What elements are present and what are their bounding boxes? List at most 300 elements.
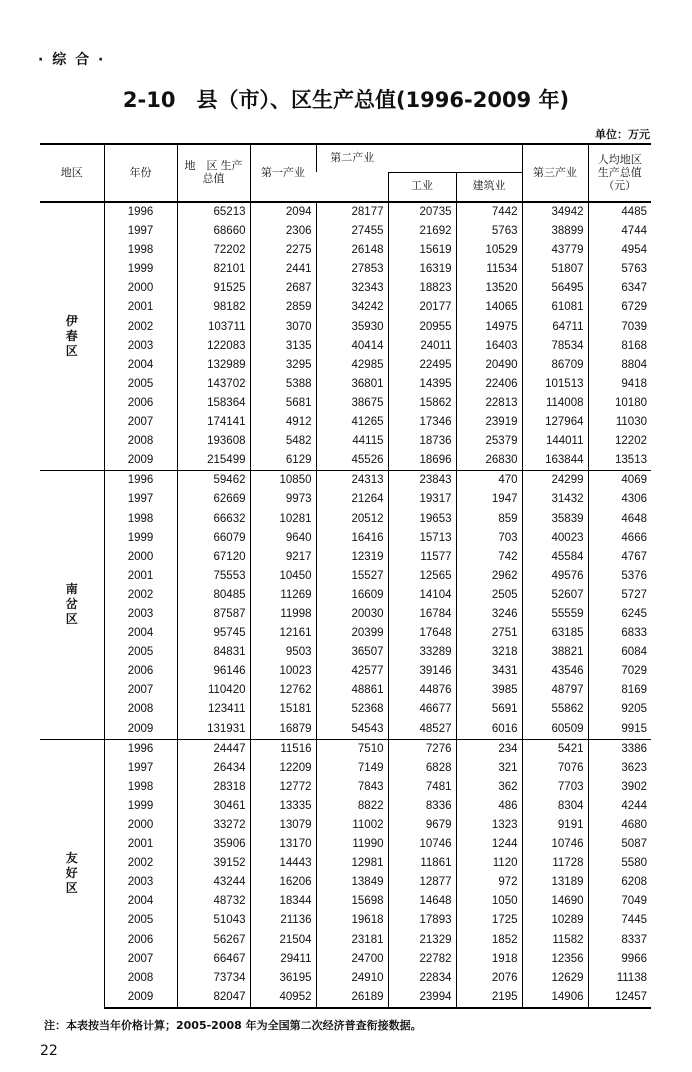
per-capita-cell: 8168 — [588, 337, 651, 356]
tertiary-cell: 60509 — [522, 720, 588, 740]
header-gdp — [177, 144, 250, 202]
primary-cell: 5388 — [250, 375, 316, 394]
year-cell: 1999 — [104, 529, 177, 548]
tertiary-cell: 24299 — [522, 471, 588, 491]
year-cell: 1996 — [104, 739, 177, 759]
tertiary-cell: 8304 — [522, 797, 588, 816]
table-row — [40, 394, 651, 413]
primary-cell: 14443 — [250, 854, 316, 873]
construction-cell: 11534 — [456, 260, 522, 279]
year-cell: 2008 — [104, 700, 177, 719]
tertiary-cell: 114008 — [522, 394, 588, 413]
table-row — [40, 662, 651, 681]
header-per-capita — [588, 144, 651, 202]
construction-cell: 1050 — [456, 892, 522, 911]
table-row — [40, 759, 651, 778]
year-cell: 2000 — [104, 279, 177, 298]
year-cell: 2002 — [104, 586, 177, 605]
per-capita-cell: 6729 — [588, 298, 651, 317]
industry-cell: 15862 — [388, 394, 456, 413]
data-table — [40, 143, 651, 1009]
construction-cell: 486 — [456, 797, 522, 816]
table-row — [40, 605, 651, 624]
year-cell: 2007 — [104, 950, 177, 969]
construction-cell: 5691 — [456, 700, 522, 719]
header-industry: 工业 — [388, 172, 456, 202]
header-primary: 第一产业 — [250, 144, 316, 202]
secondary-cell: 11002 — [316, 816, 388, 835]
tertiary-cell: 163844 — [522, 451, 588, 471]
industry-cell: 19317 — [388, 490, 456, 509]
primary-cell: 10850 — [250, 471, 316, 491]
year-cell: 2008 — [104, 969, 177, 988]
secondary-cell: 7149 — [316, 759, 388, 778]
industry-cell: 20177 — [388, 298, 456, 317]
gdp-cell: 28318 — [177, 778, 250, 797]
tertiary-cell: 64711 — [522, 318, 588, 337]
gdp-cell: 51043 — [177, 911, 250, 930]
per-capita-cell: 3386 — [588, 739, 651, 759]
industry-cell: 15713 — [388, 529, 456, 548]
primary-cell: 2306 — [250, 222, 316, 241]
gdp-cell: 30461 — [177, 797, 250, 816]
gdp-cell: 33272 — [177, 816, 250, 835]
per-capita-cell: 6347 — [588, 279, 651, 298]
secondary-cell: 26148 — [316, 241, 388, 260]
year-cell: 2003 — [104, 337, 177, 356]
table-row — [40, 778, 651, 797]
primary-cell: 11998 — [250, 605, 316, 624]
industry-cell: 17648 — [388, 624, 456, 643]
tertiary-cell: 5421 — [522, 739, 588, 759]
year-cell: 1998 — [104, 510, 177, 529]
gdp-cell: 66632 — [177, 510, 250, 529]
construction-cell: 10529 — [456, 241, 522, 260]
per-capita-cell: 11138 — [588, 969, 651, 988]
tertiary-cell: 43779 — [522, 241, 588, 260]
gdp-cell: 65213 — [177, 202, 250, 222]
header-tertiary: 第三产业 — [522, 144, 588, 202]
construction-cell: 22813 — [456, 394, 522, 413]
industry-cell: 18823 — [388, 279, 456, 298]
gdp-cell: 39152 — [177, 854, 250, 873]
tertiary-cell: 52607 — [522, 586, 588, 605]
table-row — [40, 854, 651, 873]
secondary-cell: 34242 — [316, 298, 388, 317]
header-per-capita-label: 人均地区 生产总值 （元） — [597, 153, 642, 192]
industry-cell: 20735 — [388, 202, 456, 222]
tertiary-cell: 10746 — [522, 835, 588, 854]
year-cell: 2005 — [104, 643, 177, 662]
per-capita-cell: 11030 — [588, 413, 651, 432]
gdp-cell: 82101 — [177, 260, 250, 279]
secondary-cell: 12319 — [316, 548, 388, 567]
year-cell: 1998 — [104, 778, 177, 797]
tertiary-cell: 61081 — [522, 298, 588, 317]
year-cell: 2008 — [104, 432, 177, 451]
industry-cell: 24011 — [388, 337, 456, 356]
construction-cell: 14975 — [456, 318, 522, 337]
industry-cell: 7481 — [388, 778, 456, 797]
year-cell: 2005 — [104, 911, 177, 930]
year-cell: 2004 — [104, 624, 177, 643]
year-cell: 2009 — [104, 988, 177, 1008]
secondary-cell: 20030 — [316, 605, 388, 624]
table-row — [40, 950, 651, 969]
table-row — [40, 375, 651, 394]
construction-cell: 2751 — [456, 624, 522, 643]
secondary-cell: 16609 — [316, 586, 388, 605]
construction-cell: 703 — [456, 529, 522, 548]
per-capita-cell: 5087 — [588, 835, 651, 854]
tertiary-cell: 43546 — [522, 662, 588, 681]
table-row — [40, 279, 651, 298]
per-capita-cell: 9915 — [588, 720, 651, 740]
secondary-cell: 15698 — [316, 892, 388, 911]
tertiary-cell: 45584 — [522, 548, 588, 567]
gdp-cell: 174141 — [177, 413, 250, 432]
year-cell: 1997 — [104, 759, 177, 778]
primary-cell: 12762 — [250, 681, 316, 700]
tertiary-cell: 56495 — [522, 279, 588, 298]
year-cell: 2000 — [104, 816, 177, 835]
per-capita-cell: 13513 — [588, 451, 651, 471]
construction-cell: 23919 — [456, 413, 522, 432]
section-mark: · 综 合 · — [38, 52, 106, 68]
industry-cell: 17346 — [388, 413, 456, 432]
primary-cell: 12209 — [250, 759, 316, 778]
primary-cell: 18344 — [250, 892, 316, 911]
table-row — [40, 624, 651, 643]
industry-cell: 44876 — [388, 681, 456, 700]
tertiary-cell: 144011 — [522, 432, 588, 451]
table-row — [40, 681, 651, 700]
gdp-cell: 75553 — [177, 567, 250, 586]
industry-cell: 16319 — [388, 260, 456, 279]
industry-cell: 8336 — [388, 797, 456, 816]
year-cell: 2006 — [104, 931, 177, 950]
tertiary-cell: 11582 — [522, 931, 588, 950]
secondary-cell: 19618 — [316, 911, 388, 930]
industry-cell: 18736 — [388, 432, 456, 451]
per-capita-cell: 8169 — [588, 681, 651, 700]
secondary-cell: 36801 — [316, 375, 388, 394]
secondary-cell: 35930 — [316, 318, 388, 337]
secondary-cell: 28177 — [316, 202, 388, 222]
table-row — [40, 356, 651, 375]
gdp-cell: 59462 — [177, 471, 250, 491]
gdp-cell: 96146 — [177, 662, 250, 681]
year-cell: 2004 — [104, 892, 177, 911]
tertiary-cell: 7703 — [522, 778, 588, 797]
construction-cell: 22406 — [456, 375, 522, 394]
tertiary-cell: 14906 — [522, 988, 588, 1008]
table-body — [40, 202, 651, 1008]
unit-label: 单位：万元 — [595, 128, 650, 141]
table-row — [40, 413, 651, 432]
region-label: 南岔区 — [65, 582, 78, 627]
secondary-cell: 11990 — [316, 835, 388, 854]
industry-cell: 12565 — [388, 567, 456, 586]
construction-cell: 5763 — [456, 222, 522, 241]
gdp-cell: 35906 — [177, 835, 250, 854]
gdp-cell: 84831 — [177, 643, 250, 662]
construction-cell: 1120 — [456, 854, 522, 873]
primary-cell: 5482 — [250, 432, 316, 451]
table-row — [40, 529, 651, 548]
per-capita-cell: 4680 — [588, 816, 651, 835]
tertiary-cell: 9191 — [522, 816, 588, 835]
tertiary-cell: 48797 — [522, 681, 588, 700]
primary-cell: 10281 — [250, 510, 316, 529]
secondary-cell: 41265 — [316, 413, 388, 432]
industry-cell: 48527 — [388, 720, 456, 740]
per-capita-cell: 4306 — [588, 490, 651, 509]
table-row — [40, 873, 651, 892]
tertiary-cell: 86709 — [522, 356, 588, 375]
per-capita-cell: 5376 — [588, 567, 651, 586]
construction-cell: 234 — [456, 739, 522, 759]
industry-cell: 21329 — [388, 931, 456, 950]
tertiary-cell: 38899 — [522, 222, 588, 241]
table-row — [40, 241, 651, 260]
year-cell: 2002 — [104, 854, 177, 873]
construction-cell: 3985 — [456, 681, 522, 700]
year-cell: 1997 — [104, 222, 177, 241]
secondary-cell: 23181 — [316, 931, 388, 950]
per-capita-cell: 8804 — [588, 356, 651, 375]
gdp-cell: 67120 — [177, 548, 250, 567]
industry-cell: 6828 — [388, 759, 456, 778]
primary-cell: 6129 — [250, 451, 316, 471]
per-capita-cell: 6245 — [588, 605, 651, 624]
industry-cell: 33289 — [388, 643, 456, 662]
gdp-cell: 131931 — [177, 720, 250, 740]
secondary-cell: 24700 — [316, 950, 388, 969]
construction-cell: 362 — [456, 778, 522, 797]
secondary-cell: 21264 — [316, 490, 388, 509]
year-cell: 2009 — [104, 720, 177, 740]
industry-cell: 46677 — [388, 700, 456, 719]
industry-cell: 22834 — [388, 969, 456, 988]
gdp-cell: 24447 — [177, 739, 250, 759]
construction-cell: 1244 — [456, 835, 522, 854]
secondary-cell: 54543 — [316, 720, 388, 740]
header-construction: 建筑业 — [456, 172, 522, 202]
tertiary-cell: 34942 — [522, 202, 588, 222]
table-row — [40, 567, 651, 586]
primary-cell: 10450 — [250, 567, 316, 586]
primary-cell: 2687 — [250, 279, 316, 298]
secondary-cell: 15527 — [316, 567, 388, 586]
tertiary-cell: 63185 — [522, 624, 588, 643]
industry-cell: 21692 — [388, 222, 456, 241]
secondary-cell: 16416 — [316, 529, 388, 548]
header-secondary-blank — [316, 172, 388, 202]
table-row — [40, 700, 651, 719]
gdp-cell: 66079 — [177, 529, 250, 548]
tertiary-cell: 11728 — [522, 854, 588, 873]
per-capita-cell: 7445 — [588, 911, 651, 930]
industry-cell: 10746 — [388, 835, 456, 854]
tertiary-cell: 49576 — [522, 567, 588, 586]
year-cell: 2004 — [104, 356, 177, 375]
primary-cell: 9640 — [250, 529, 316, 548]
per-capita-cell: 4744 — [588, 222, 651, 241]
region-cell — [40, 471, 104, 739]
per-capita-cell: 10180 — [588, 394, 651, 413]
gdp-cell: 193608 — [177, 432, 250, 451]
primary-cell: 13335 — [250, 797, 316, 816]
table-row — [40, 510, 651, 529]
primary-cell: 10023 — [250, 662, 316, 681]
region-cell — [40, 202, 104, 471]
per-capita-cell: 6833 — [588, 624, 651, 643]
year-cell: 1999 — [104, 260, 177, 279]
secondary-cell: 42985 — [316, 356, 388, 375]
table-header — [40, 144, 651, 202]
industry-cell: 7276 — [388, 739, 456, 759]
gdp-cell: 56267 — [177, 931, 250, 950]
industry-cell: 12877 — [388, 873, 456, 892]
gdp-cell: 98182 — [177, 298, 250, 317]
per-capita-cell: 9418 — [588, 375, 651, 394]
region-label: 友好区 — [65, 851, 78, 896]
construction-cell: 1725 — [456, 911, 522, 930]
per-capita-cell: 12202 — [588, 432, 651, 451]
per-capita-cell: 5727 — [588, 586, 651, 605]
table-row — [40, 988, 651, 1008]
industry-cell: 9679 — [388, 816, 456, 835]
gdp-cell: 95745 — [177, 624, 250, 643]
table-row — [40, 222, 651, 241]
construction-cell: 1918 — [456, 950, 522, 969]
tertiary-cell: 101513 — [522, 375, 588, 394]
secondary-cell: 8822 — [316, 797, 388, 816]
primary-cell: 2441 — [250, 260, 316, 279]
table-row — [40, 432, 651, 451]
primary-cell: 40952 — [250, 988, 316, 1008]
construction-cell: 7442 — [456, 202, 522, 222]
tertiary-cell: 14690 — [522, 892, 588, 911]
primary-cell: 13170 — [250, 835, 316, 854]
primary-cell: 11269 — [250, 586, 316, 605]
secondary-cell: 24910 — [316, 969, 388, 988]
secondary-cell: 48861 — [316, 681, 388, 700]
tertiary-cell: 51807 — [522, 260, 588, 279]
table-row — [40, 548, 651, 567]
per-capita-cell: 4069 — [588, 471, 651, 491]
table-row — [40, 969, 651, 988]
secondary-cell: 27455 — [316, 222, 388, 241]
per-capita-cell: 6084 — [588, 643, 651, 662]
gdp-cell: 123411 — [177, 700, 250, 719]
secondary-cell: 12981 — [316, 854, 388, 873]
year-cell: 1996 — [104, 202, 177, 222]
table-row — [40, 298, 651, 317]
construction-cell: 2076 — [456, 969, 522, 988]
year-cell: 1997 — [104, 490, 177, 509]
secondary-cell: 7843 — [316, 778, 388, 797]
table-row — [40, 202, 651, 222]
gdp-cell: 66467 — [177, 950, 250, 969]
per-capita-cell: 7049 — [588, 892, 651, 911]
year-cell: 2006 — [104, 394, 177, 413]
tertiary-cell: 12356 — [522, 950, 588, 969]
per-capita-cell: 5763 — [588, 260, 651, 279]
per-capita-cell: 9205 — [588, 700, 651, 719]
primary-cell: 16206 — [250, 873, 316, 892]
per-capita-cell: 5580 — [588, 854, 651, 873]
construction-cell: 2505 — [456, 586, 522, 605]
table-row — [40, 892, 651, 911]
construction-cell: 2962 — [456, 567, 522, 586]
table-row — [40, 471, 651, 491]
gdp-cell: 132989 — [177, 356, 250, 375]
region-cell — [40, 739, 104, 1008]
primary-cell: 2859 — [250, 298, 316, 317]
industry-cell: 19653 — [388, 510, 456, 529]
secondary-cell: 20399 — [316, 624, 388, 643]
year-cell: 2003 — [104, 873, 177, 892]
per-capita-cell: 4648 — [588, 510, 651, 529]
year-cell: 2001 — [104, 298, 177, 317]
gdp-cell: 87587 — [177, 605, 250, 624]
header-secondary-spacer — [388, 144, 522, 172]
construction-cell: 6016 — [456, 720, 522, 740]
table-row — [40, 720, 651, 740]
year-cell: 2003 — [104, 605, 177, 624]
industry-cell: 17893 — [388, 911, 456, 930]
per-capita-cell: 4954 — [588, 241, 651, 260]
gdp-cell: 215499 — [177, 451, 250, 471]
gdp-cell: 68660 — [177, 222, 250, 241]
table-row — [40, 451, 651, 471]
industry-cell: 23994 — [388, 988, 456, 1008]
industry-cell: 20955 — [388, 318, 456, 337]
industry-cell: 11861 — [388, 854, 456, 873]
industry-cell: 23843 — [388, 471, 456, 491]
per-capita-cell: 4767 — [588, 548, 651, 567]
construction-cell: 3246 — [456, 605, 522, 624]
primary-cell: 9503 — [250, 643, 316, 662]
primary-cell: 9217 — [250, 548, 316, 567]
construction-cell: 859 — [456, 510, 522, 529]
table-row — [40, 260, 651, 279]
construction-cell: 1947 — [456, 490, 522, 509]
secondary-cell: 26189 — [316, 988, 388, 1008]
gdp-cell: 43244 — [177, 873, 250, 892]
table-row — [40, 797, 651, 816]
tertiary-cell: 55862 — [522, 700, 588, 719]
gdp-cell: 158364 — [177, 394, 250, 413]
footnote: 注：本表按当年价格计算；2005-2008 年为全国第二次经济普查衔接数据。 — [44, 1019, 422, 1032]
table-row — [40, 816, 651, 835]
construction-cell: 1852 — [456, 931, 522, 950]
year-cell: 2007 — [104, 681, 177, 700]
tertiary-cell: 13189 — [522, 873, 588, 892]
gdp-cell: 73734 — [177, 969, 250, 988]
construction-cell: 25379 — [456, 432, 522, 451]
gdp-cell: 143702 — [177, 375, 250, 394]
industry-cell: 22495 — [388, 356, 456, 375]
table-row — [40, 835, 651, 854]
primary-cell: 3135 — [250, 337, 316, 356]
primary-cell: 16879 — [250, 720, 316, 740]
table-row — [40, 586, 651, 605]
construction-cell: 26830 — [456, 451, 522, 471]
construction-cell: 13520 — [456, 279, 522, 298]
